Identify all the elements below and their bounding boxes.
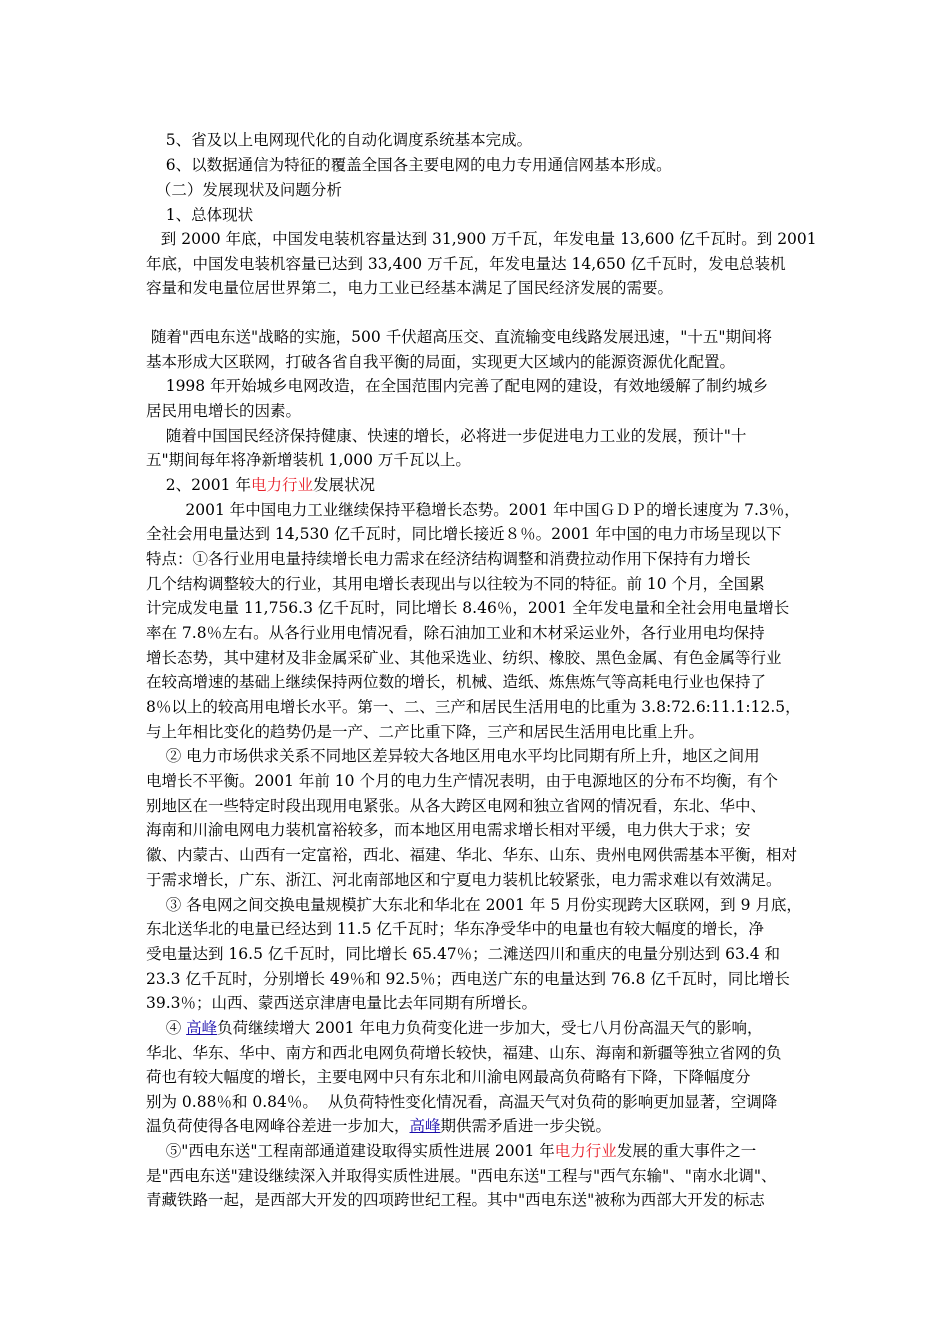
text-segment: 发展的重大事件之一	[616, 1142, 757, 1160]
text-segment: 发展状况	[312, 476, 375, 494]
text-line	[146, 843, 826, 867]
text-segment: 率在 7.8％左右。从各行业用电情况看，除石油加工业和木材采运业外，各行业用电均保持	[146, 624, 765, 642]
text-segment: ⑤"西电东送"工程南部通道建设取得实质性进展 2001 年	[146, 1142, 555, 1160]
text-segment: 荷也有较大幅度的增长，主要电网中只有东北和川渝电网最高负荷略有下降，下降幅度分	[146, 1068, 751, 1086]
text-segment: 计完成发电量 11,756.3 亿千瓦时，同比增长 8.46％，2001 全年发电量和全社会用电量增长	[146, 599, 790, 617]
text-segment: 39.3％；山西、蒙西送京津唐电量比去年同期有所增长。	[146, 994, 538, 1012]
text-segment: 8％以上的较高用电增长水平。第一、二、三产和居民生活用电的比重为 3.8:72.6:11.1:12.5，	[146, 698, 801, 716]
text-segment: 别为 0.88％和 0.84％。 从负荷特性变化情况看，高温天气对负荷的影响更加显著，空调降	[146, 1093, 778, 1111]
text-line	[146, 794, 826, 818]
text-line	[146, 1114, 826, 1138]
text-line	[146, 1188, 826, 1212]
text-line	[146, 720, 826, 744]
text-line	[146, 646, 826, 670]
text-line	[146, 670, 826, 694]
text-segment: ③ 各电网之间交换电量规模扩大东北和华北在 2001 年 5 月份实现跨大区联网，到 9 月底，	[146, 896, 802, 914]
text-line	[146, 203, 826, 227]
highlighted-term: 电力行业	[250, 476, 313, 494]
text-line	[146, 252, 826, 276]
text-segment: ② 电力市场供求关系不同地区差异较大各地区用电水平均比同期有所上升，地区之间用	[146, 747, 760, 765]
text-segment: 5、省及以上电网现代化的自动化调度系统基本完成。	[146, 131, 533, 149]
text-line	[146, 596, 826, 620]
text-line	[146, 868, 826, 892]
text-line	[146, 227, 826, 251]
text-line	[146, 818, 826, 842]
text-line	[146, 547, 826, 571]
text-line	[146, 621, 826, 645]
text-line	[146, 1164, 826, 1188]
text-line	[146, 967, 826, 991]
text-line	[146, 374, 826, 398]
text-segment: 别地区在一些特定时段出现用电紧张。从各大跨区电网和独立省网的情况看，东北、华中、	[146, 797, 767, 815]
text-line	[146, 1090, 826, 1114]
text-line	[146, 424, 826, 448]
text-line	[146, 276, 826, 300]
text-segment: 华北、华东、华中、南方和西北电网负荷增长较快，福建、山东、海南和新疆等独立省网的负	[146, 1044, 782, 1062]
text-line	[146, 399, 826, 423]
text-segment: 年底，中国发电装机容量已达到 33,400 万千瓦，年发电量达 14,650 亿千瓦时，发电总装机	[146, 255, 786, 273]
text-segment: 1998 年开始城乡电网改造，在全国范围内完善了配电网的建设，有效地缓解了制约城乡	[146, 377, 769, 395]
text-segment: 海南和川渝电网电力装机富裕较多，而本地区用电需求增长相对平缓，电力供大于求；安	[146, 821, 751, 839]
text-segment: 2001 年中国电力工业继续保持平稳增长态势。2001 年中国ＧＤＰ的增长速度为 7.3％，	[146, 501, 800, 519]
text-line	[146, 1016, 826, 1040]
text-segment: 在较高增速的基础上继续保持两位数的增长，机械、造纸、炼焦炼气等高耗电行业也保持了	[146, 673, 767, 691]
text-segment: 到 2000 年底，中国发电装机容量达到 31,900 万千瓦，年发电量 13,600 亿千瓦时。到 2001	[146, 230, 817, 248]
text-line	[146, 1041, 826, 1065]
text-segment: 徽、内蒙古、山西有一定富裕，西北、福建、华北、华东、山东、贵州电网供需基本平衡，相对	[146, 846, 798, 864]
text-line	[146, 448, 826, 472]
text-segment: 容量和发电量位居世界第二，电力工业已经基本满足了国民经济发展的需要。	[146, 279, 674, 297]
text-segment: 随着中国国民经济保持健康、快速的增长，必将进一步促进电力工业的发展，预计"十	[146, 427, 747, 445]
text-segment: 2、2001 年	[146, 476, 251, 494]
text-segment: 6、以数据通信为特征的覆盖全国各主要电网的电力专用通信网基本形成。	[146, 156, 672, 174]
text-line	[146, 695, 826, 719]
text-segment: 特点：①各行业用电量持续增长电力需求在经济结构调整和消费拉动作用下保持有力增长	[146, 550, 751, 568]
text-line	[146, 522, 826, 546]
text-line	[146, 744, 826, 768]
text-segment: 于需求增长，广东、浙江、河北南部地区和宁夏电力装机比较紧张，电力需求难以有效满足。	[146, 871, 782, 889]
text-line	[146, 350, 826, 374]
text-line	[146, 1139, 826, 1163]
text-line	[146, 498, 826, 522]
text-line	[146, 1065, 826, 1089]
text-segment: 温负荷使得各电网峰谷差进一步加大，	[146, 1117, 410, 1135]
text-segment: 五"期间每年将净新增装机 1,000 万千瓦以上。	[146, 451, 471, 469]
text-segment: 基本形成大区联网，打破各省自我平衡的局面，实现更大区域内的能源资源优化配置。	[146, 353, 736, 371]
text-segment: 负荷继续增大 2001 年电力负荷变化进一步加大，受七八月份高温天气的影响，	[217, 1019, 763, 1037]
text-segment: 几个结构调整较大的行业，其用电增长表现出与以往较为不同的特征。前 10 个月，全国累	[146, 575, 765, 593]
text-line	[146, 917, 826, 941]
text-segment: 受电量达到 16.5 亿千瓦时，同比增长 65.47％；二滩送四川和重庆的电量分别达到 63.4 和	[146, 945, 781, 963]
text-segment: 期供需矛盾进一步尖锐。	[440, 1117, 612, 1135]
text-segment: 居民用电增长的因素。	[146, 402, 302, 420]
text-line	[146, 128, 826, 152]
text-line	[146, 153, 826, 177]
text-segment: 电增长不平衡。2001 年前 10 个月的电力生产情况表明，由于电源地区的分布不均衡，有个	[146, 772, 778, 790]
text-segment: （二）发展现状及问题分析	[146, 181, 342, 199]
text-line	[146, 942, 826, 966]
text-line	[146, 473, 826, 497]
text-segment: 随着"西电东送"战略的实施，500 千伏超高压交、直流输变电线路发展迅速，"十五"期间将	[146, 328, 772, 346]
text-segment: 与上年相比变化的趋势仍是一产、二产比重下降，三产和居民生活用电比重上升。	[146, 723, 705, 741]
text-segment: 增长态势，其中建材及非金属采矿业、其他采选业、纺织、橡胶、黑色金属、有色金属等行业	[146, 649, 782, 667]
text-segment: 全社会用电量达到 14,530 亿千瓦时，同比增长接近８％。2001 年中国的电力市场呈现以下	[146, 525, 782, 543]
text-segment: 东北送华北的电量已经达到 11.5 亿千瓦时；华东净受华中的电量也有较大幅度的增长，净	[146, 920, 764, 938]
text-line	[146, 572, 826, 596]
text-line	[146, 991, 826, 1015]
text-segment: 是"西电东送"建设继续深入并取得实质性进展。"西电东送"工程与"西气东输"、"南水北调"、	[146, 1167, 777, 1185]
text-segment: 1、总体现状	[146, 206, 254, 224]
text-line	[146, 893, 826, 917]
text-line	[146, 178, 826, 202]
keyword-link[interactable]: 高峰	[186, 1019, 218, 1037]
text-line	[146, 769, 826, 793]
highlighted-term: 电力行业	[554, 1142, 617, 1160]
text-segment: ④	[146, 1019, 187, 1037]
text-line	[146, 325, 826, 349]
keyword-link[interactable]: 高峰	[409, 1117, 441, 1135]
text-segment: 23.3 亿千瓦时，分别增长 49％和 92.5％；西电送广东的电量达到 76.8 亿千瓦时，同比增长	[146, 970, 790, 988]
text-segment: 青藏铁路一起，是西部大开发的四项跨世纪工程。其中"西电东送"被称为西部大开发的标志	[146, 1191, 765, 1209]
